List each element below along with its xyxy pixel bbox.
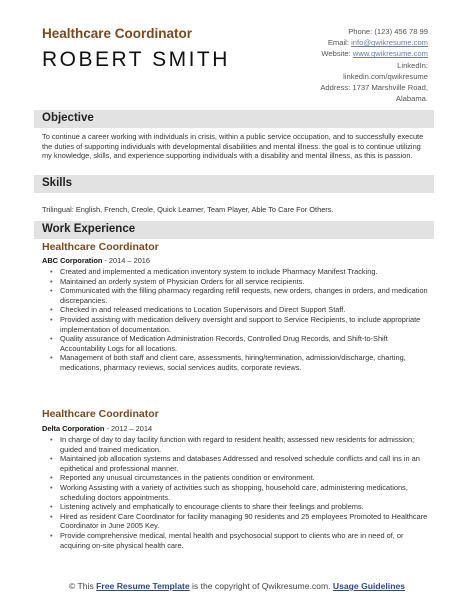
job-2-company-line	[42, 424, 152, 433]
footer-prefix: © This	[68, 581, 97, 591]
skills-text: Trilingual: English, French, Creole, Quick Learner, Team Player, Able To Care For Others.	[42, 205, 334, 214]
job-2-company: Delta Corporation	[42, 424, 105, 433]
contact-website-row	[278, 48, 428, 59]
list-item: • In charge of day to day facility function with regard to resident health; assessed new residents for admission; guided and trained medication.	[50, 435, 430, 454]
list-item: • Created and implemented a medication inventory system to include Pharmacy Manifest Tracking.	[50, 267, 430, 277]
job-1-title: Healthcare Coordinator	[42, 241, 159, 253]
list-item: • Working Assisting with a variety of activities such as shopping, household care, administering medications, scheduling doctors appointments.	[50, 483, 430, 502]
list-item: • Listening actively and emphatically to encourage clients to share their feelings and problems.	[50, 502, 430, 512]
job-2-dates: - 2012 – 2014	[104, 424, 153, 433]
contact-address-line-2: Alabama.	[395, 94, 428, 104]
objective-section-header	[34, 110, 434, 128]
contact-website-label: Website:	[321, 49, 353, 59]
resume-header	[0, 0, 474, 108]
job-1-bullet-list	[50, 267, 430, 373]
contact-email-label: Email:	[327, 38, 352, 48]
contact-email-link[interactable]: info@qwikresume.com	[351, 38, 428, 48]
list-item: • Management of both staff and client care, assessments, hiring/termination, admission/discharge, charting, medications, pharmacy reviews, social services audits, corporate reviews.	[50, 353, 430, 372]
list-item: • Communicated with the filling pharmacy regarding refill requests, new orders, changes in orders, and medication discrepancies.	[50, 286, 430, 305]
contact-linkedin: linkedin.com/qwikresume	[343, 71, 428, 81]
experience-heading: Work Experience	[42, 223, 136, 235]
usage-guidelines-link[interactable]: Usage Guidelines	[332, 581, 406, 591]
objective-heading: Objective	[42, 112, 94, 124]
contact-linkedin-label: LinkedIn:	[397, 60, 428, 70]
list-item: • Quality assurance of Medication Administration Records, Controlled Drug Records, and Shift-to-Shift Accountability Logs for all locations.	[50, 334, 430, 353]
footer-middle: is the copyright of Qwikresume.com.	[189, 581, 333, 591]
skills-heading: Skills	[42, 177, 73, 189]
objective-text: To continue a career working with individuals in crisis, within a public service occupation, and to successfully execute the duties of supporting individuals with developmental disabilities and mental illness. the goal is to continue utilizing my knowledge, skills, and experience supporting individuals with a disability and mental illness, as this is passion.	[42, 132, 424, 161]
list-item: • Provide comprehensive medical, mental health and psychosocial support to clients who are in need of, or acquiring on-site physical health care.	[50, 531, 430, 550]
list-item: • Maintained an orderly system of Physician Orders for all service recipients.	[50, 277, 430, 287]
contact-phone: Phone: (123) 456 78 99	[348, 27, 428, 36]
job-2-title: Healthcare Coordinator	[42, 408, 159, 420]
list-item: • Provided assisting with medication delivery oversight and support to Service Recipients, to include appropriate implementation of documentation.	[50, 315, 430, 334]
contact-website-link[interactable]: www.qwikresume.com	[352, 49, 428, 59]
contact-block	[278, 26, 428, 104]
list-item: • Checked in and released medications to Location Supervisors and Direct Support Staff.	[50, 305, 430, 315]
copyright-footer	[0, 580, 474, 592]
job-title: Healthcare Coordinator	[42, 26, 193, 41]
job-1-company: ABC Corporation	[42, 256, 103, 265]
job-1-company-line	[42, 256, 150, 265]
list-item: • Maintained job allocation systems and databases Addressed and resolved schedule conflicts and call ins in an epithetical and professional manner.	[50, 454, 430, 473]
job-1-dates: - 2014 – 2016	[102, 256, 151, 265]
contact-email-row	[278, 37, 428, 48]
list-item: • Hired as resident Care Coordinator for facility managing 90 residents and 25 employees Promoted to Healthcare Coordinator in June 2005 Key.	[50, 512, 430, 531]
job-2-bullet-list	[50, 435, 430, 550]
experience-section-header	[34, 221, 434, 239]
list-item: • Reported any unusual circumstances in the patients condition or environment.	[50, 473, 430, 483]
candidate-name: ROBERT SMITH	[42, 48, 230, 71]
contact-address-line-1: Address: 1737 Marshville Road,	[320, 83, 428, 93]
skills-section-header	[34, 175, 434, 193]
free-resume-template-link[interactable]: Free Resume Template	[96, 581, 190, 591]
